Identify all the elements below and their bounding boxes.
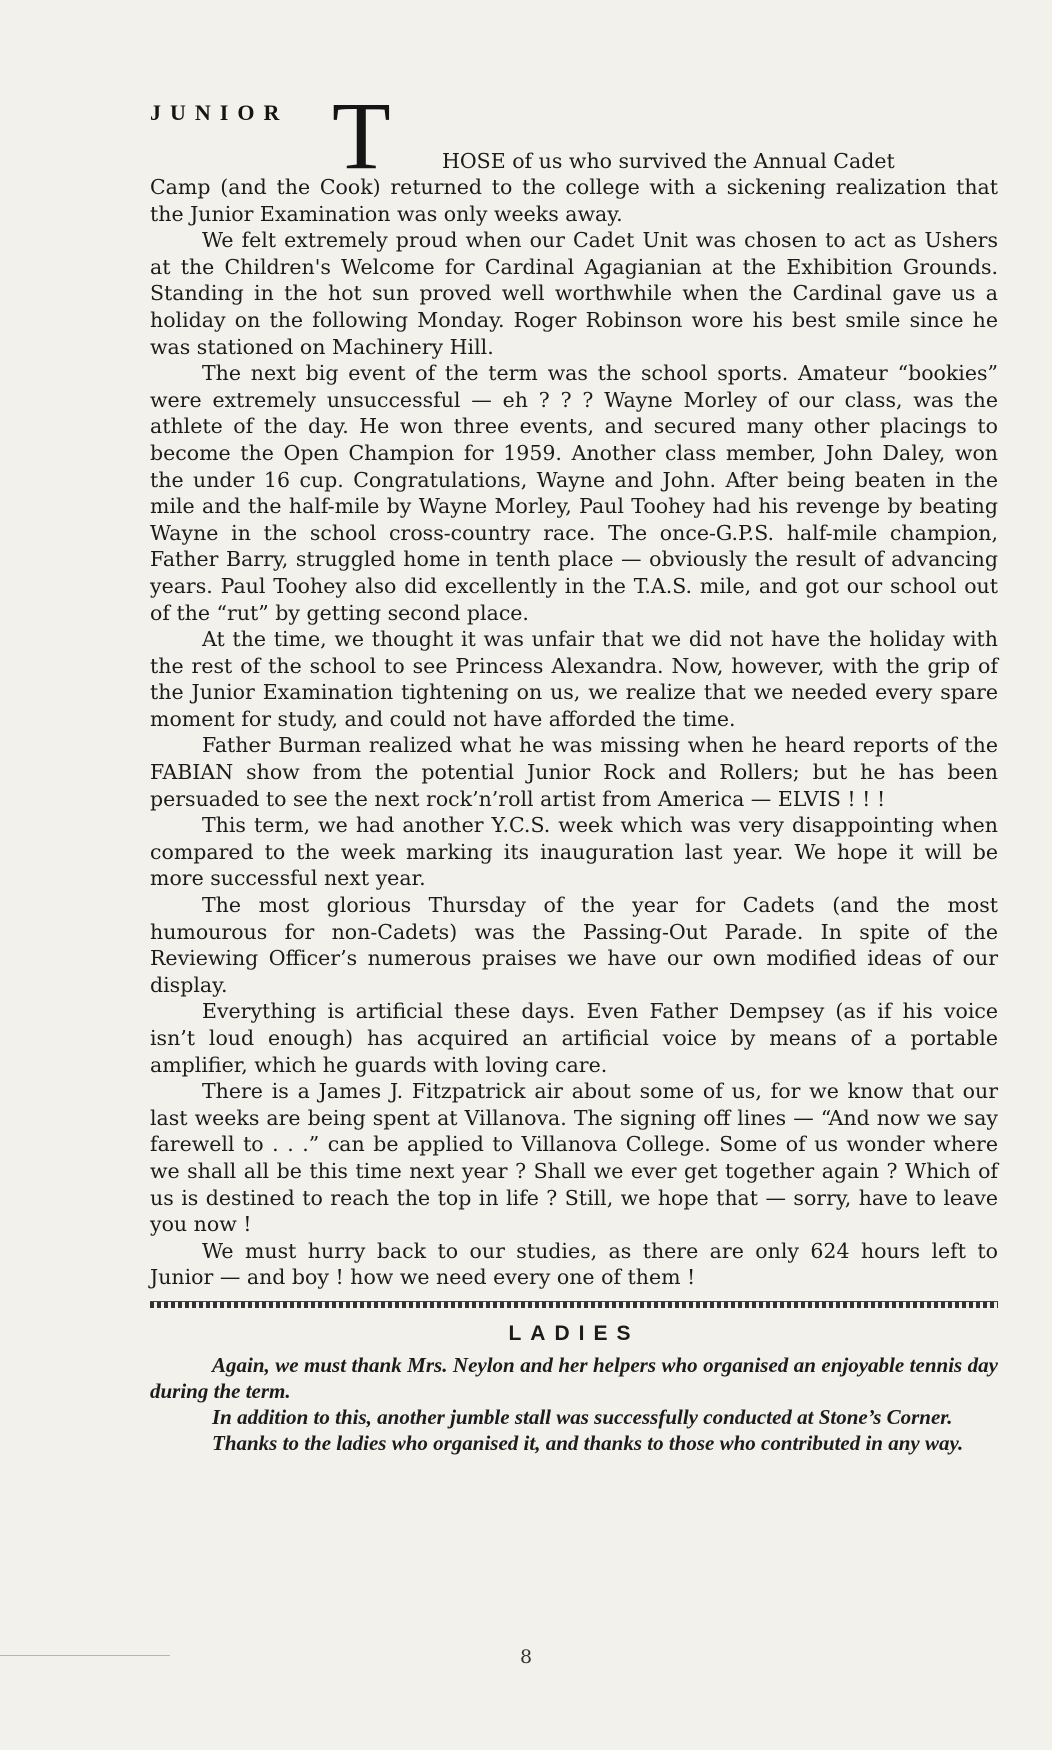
paragraph: We felt extremely proud when our Cadet Unit was chosen to act as Ushers at the Children's Welcome for Cardinal Agagianian at the Exhibition Grounds. Standing in the hot sun proved well worthwhile when the Cardinal gave us a holiday on the following Monday. Roger Robinson wore his best smile since he was stationed on Machinery Hill. xyxy=(150,228,998,359)
wavy-divider xyxy=(150,1301,998,1308)
ladies-paragraph: Thanks to the ladies who organised it, and thanks to those who contributed in any way. xyxy=(212,1430,964,1455)
paragraph: Camp (and the Cook) returned to the college with a sickening realization that the Junior Examination was only weeks away. xyxy=(150,175,998,226)
ladies-paragraph: Again, we must thank Mrs. Neylon and her helpers who organised an enjoyable tennis day during the term. xyxy=(150,1352,998,1403)
lead-line: HOSE of us who survived the Annual Cadet xyxy=(442,149,895,173)
paragraph: We must hurry back to our studies, as there are only 624 hours left to Junior — and boy ! how we need every one of them ! xyxy=(150,1238,998,1290)
ladies-paragraph: In addition to this, another jumble stall was successfully conducted at Stone’s Corner. xyxy=(212,1404,953,1429)
paragraph: This term, we had another Y.C.S. week which was very disappointing when compared to the week marking its inauguration last year. We hope it will be more successful next year. xyxy=(150,813,998,891)
paragraph: The most glorious Thursday of the year for Cadets (and the most humourous for non-Cadets) was the Passing-Out Parade. In spite of the Reviewing Officer’s numerous praises we have our own modified ideas of our display. xyxy=(150,893,998,997)
paragraph: There is a James J. Fitzpatrick air about some of us, for we know that our last weeks are being spent at Villanova. The signing off lines — “And now we say farewell to . . .” can be applied to Villanova College. Some of us wonder where we shall all be this time next year ? Shall we ever get together again ? Which of us is destined to reach the top in life ? Still, we hope that — sorry, have to leave you now ! xyxy=(150,1079,998,1237)
page-number: 8 xyxy=(519,1646,533,1668)
article-body xyxy=(150,174,998,1291)
paragraph: At the time, we thought it was unfair that we did not have the holiday with the rest of the school to see Princess Alexandra. Now, however, with the grip of the Junior Examination tightening on us, we realize that we needed every spare moment for study, and could not have afforded the time. xyxy=(150,627,998,731)
section-label: JUNIOR xyxy=(150,100,289,125)
article-column xyxy=(150,82,998,1456)
article-heading xyxy=(150,82,998,189)
ladies-title: LADIES xyxy=(508,1321,640,1345)
paragraph: The next big event of the term was the school sports. Amateur “bookies” were extremely unsuccessful — eh ? ? ? Wayne Morley of our class, was the athlete of the day. He won three events, and secured many other placings to become the Open Champion for 1959. Another class member, John Daley, won the under 16 cup. Congratulations, Wayne and John. After being beaten in the mile and the half-mile by Wayne Morley, Paul Toohey had his revenge by beating Wayne in the school cross-country race. The once-G.P.S. half-mile champion, Father Barry, struggled home in tenth place — obviously the result of advancing years. Paul Toohey also did excellently in the T.A.S. mile, and got our school out of the “rut” by getting second place. xyxy=(150,361,998,625)
paragraph: Father Burman realized what he was missing when he heard reports of the FABIAN show from the potential Junior Rock and Rollers; but he has been persuaded to see the next rock’n’roll artist from America — ELVIS ! ! ! xyxy=(150,733,998,811)
ladies-section xyxy=(150,1352,998,1456)
drop-cap: T xyxy=(332,82,391,189)
paragraph: Everything is artificial these days. Even Father Dempsey (as if his voice isn’t loud enough) has acquired an artificial voice by means of a portable amplifier, which he guards with loving care. xyxy=(150,999,998,1077)
